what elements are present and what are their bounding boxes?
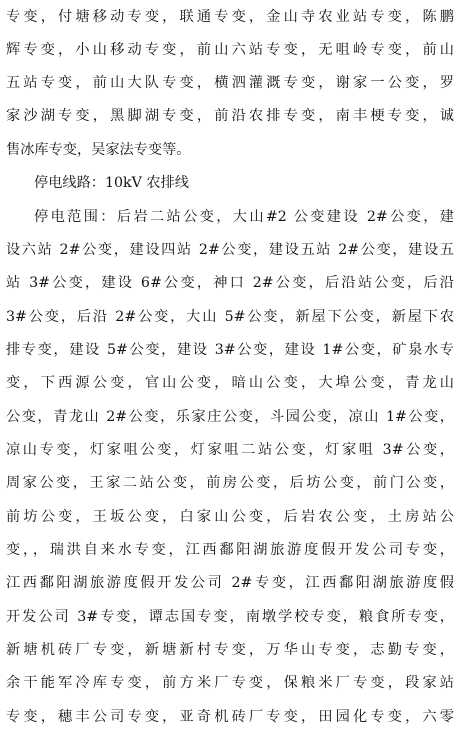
text-line: 站 3#公变，建设 6#公变，神口 2#公变，后沿站公变，后沿 — [6, 275, 454, 291]
text-line: 家沙湖专变，黑脚湖专变，前沿农排专变，南丰梗专变，诚 — [6, 108, 454, 124]
text-line-paragraph-end: 售冰库专变，吴家法专变等。 — [6, 142, 191, 158]
text-line: 辉专变，小山移动专变，前山六站专变，无咀岭专变，前山 — [6, 42, 454, 58]
text-line: 3#公变，后沿 2#公变，大山 5#公变，新屋下公变，新屋下农 — [6, 309, 454, 325]
text-line: 新塘机砖厂专变，新塘新村专变，万华山专变，志勤专变， — [6, 642, 454, 658]
text-line: 周家公变，王家二站公变，前房公变，后坊公变，前门公变， — [6, 475, 454, 491]
text-line: 设六站 2#公变，建设四站 2#公变，建设五站 2#公变，建设五 — [6, 242, 454, 258]
text-line: 变，下西源公变，官山公变，暗山公变，大埠公变，青龙山 — [6, 375, 454, 391]
outage-line-heading: 停电线路：10kV 农排线 — [34, 175, 189, 191]
text-line: 专变，穗丰公司专变，亚奇机砖厂专变，田园化专变，六零 — [6, 709, 454, 725]
text-line: 江西鄱阳湖旅游度假开发公司 2#专变，江西鄱阳湖旅游度假 — [6, 575, 454, 591]
document-page — [6, 0, 454, 747]
text-line: 凉山专变，灯家咀公变，灯家咀二站公变，灯家咀 3#公变， — [6, 442, 454, 458]
text-line: 开发公司 3#专变，谭志国专变，南墩学校专变，粮食所专变， — [6, 609, 454, 625]
text-line: 变，，瑞洪自来水专变，江西鄱阳湖旅游度假开发公司专变， — [6, 542, 454, 558]
text-line: 排专变，建设 5#公变，建设 3#公变，建设 1#公变，矿泉水专 — [6, 342, 454, 358]
text-line: 专变，付塘移动专变，联通专变，金山寺农业站专变，陈鹏 — [6, 9, 454, 25]
text-line: 前坊公变，王坂公变，白家山公变，后岩农公变，土房站公 — [6, 509, 454, 525]
text-line: 五站专变，前山大队专变，横泗灌溉专变，谢家一公变，罗 — [6, 75, 454, 91]
text-line: 余干能军冷库专变，前方米厂专变，保粮米厂专变，段家站 — [6, 675, 454, 691]
text-line: 公变，青龙山 2#公变，乐家庄公变，斗园公变，凉山 1#公变， — [6, 409, 454, 425]
outage-scope-heading: 停电范围：后岩二站公变，大山#2 公变建设 2#公变，建 — [34, 209, 454, 225]
